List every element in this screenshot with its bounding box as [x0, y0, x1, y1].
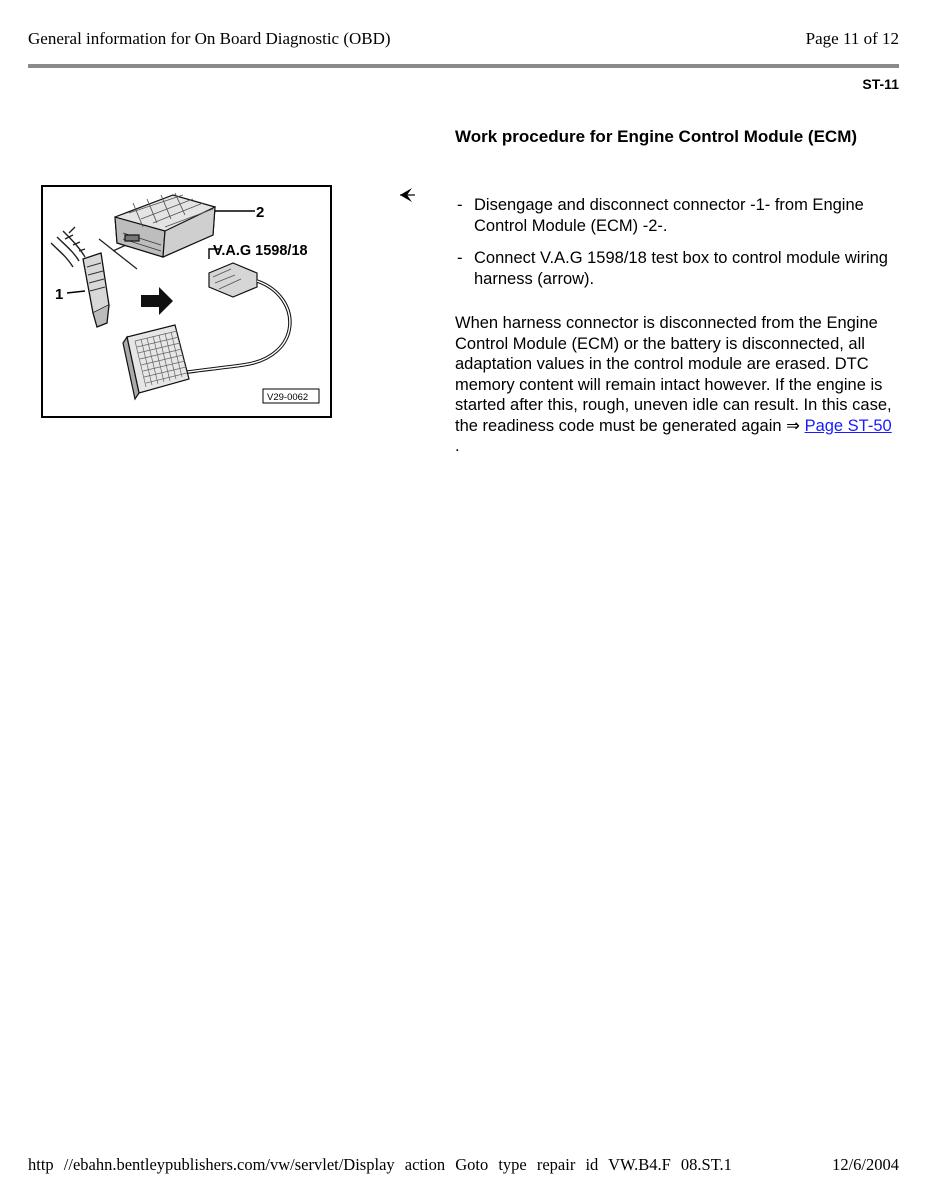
connector-1	[83, 253, 109, 327]
header-divider	[28, 64, 899, 68]
figure-ref-code: V29-0062	[267, 392, 309, 403]
callout-2: 2	[256, 204, 265, 221]
note-end: .	[455, 437, 460, 455]
procedure-steps	[455, 195, 895, 301]
procedure-heading: Work procedure for Engine Control Module (ECM)	[455, 127, 858, 146]
footer-url: http //ebahn.bentleypublishers.com/vw/servlet/Display action Goto type repair id VW.B4.F 08.ST.1	[28, 1155, 732, 1174]
pointer-arrow-icon	[397, 185, 417, 205]
page-st-50-link[interactable]: Page ST-50	[804, 416, 892, 435]
ecm-module	[115, 193, 215, 257]
ecm-illustration	[41, 185, 332, 418]
tool-label: V.A.G 1598/18	[213, 243, 308, 259]
test-box-plug	[209, 263, 257, 297]
step-text: Disengage and disconnect connector -1- from Engine Control Module (ECM) -2-.	[474, 196, 864, 235]
step-dash: -	[457, 249, 463, 267]
step-dash: -	[457, 196, 463, 214]
note-text: When harness connector is disconnected from the Engine Control Module (ECM) or the battery is disconnected, all adaptation values in the control module are erased. DTC memory content will remain intact however. If the engine is started after this, rough, uneven idle can result. In this case, the readiness code must be generated again ⇒	[455, 314, 892, 435]
document-title: General information for On Board Diagnostic (OBD)	[28, 29, 391, 48]
step-item	[455, 248, 895, 289]
callout-1: 1	[55, 286, 64, 303]
step-item	[455, 195, 895, 236]
test-box	[123, 325, 189, 399]
section-code: ST-11	[862, 76, 899, 92]
step-text: Connect V.A.G 1598/18 test box to control module wiring harness (arrow).	[474, 249, 888, 288]
page-number: Page 11 of 12	[805, 29, 899, 48]
adaptation-note	[455, 313, 895, 457]
footer-date: 12/6/2004	[832, 1155, 899, 1174]
wiring-harness	[51, 227, 85, 267]
insertion-arrow	[141, 287, 173, 315]
